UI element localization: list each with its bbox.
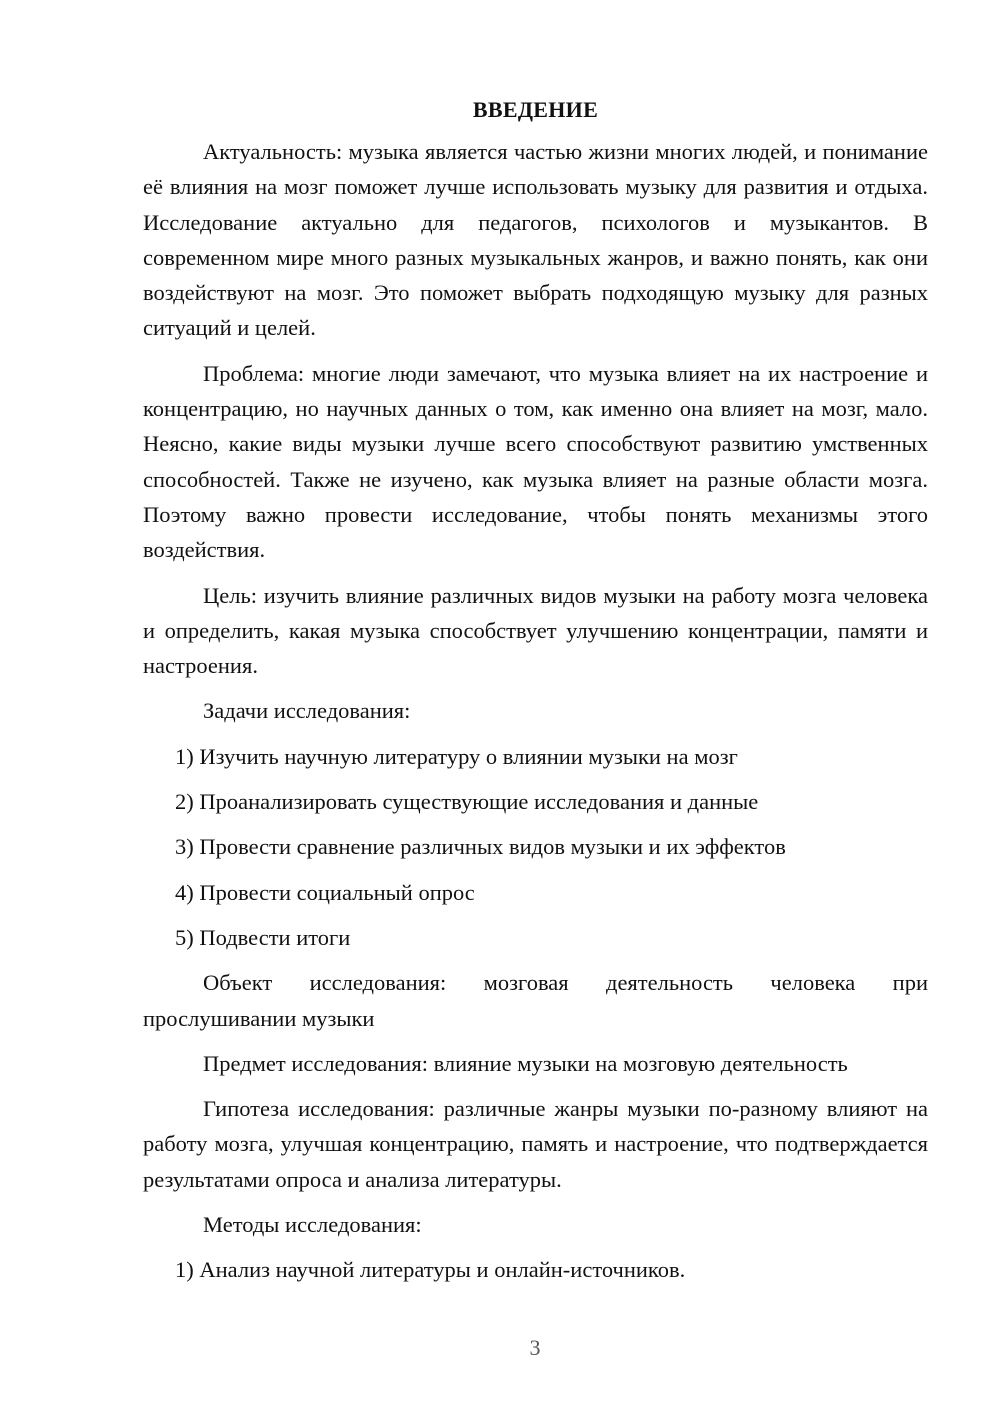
methods-heading: Методы исследования: <box>203 1212 422 1238</box>
relevance-paragraph: Актуальность: музыка является частью жизни многих людей, и понимание её влияния на мозг поможет лучше использовать музыку для развития и отдыха. Исследование актуально для педагогов, психологов и музыкантов. В современном мире много разных музыкальных жанров, и важно понять, как они воздействуют на мозг. Это поможет выбрать подходящую музыку для разных ситуаций и целей. <box>143 139 928 341</box>
task-item-3: 3) Провести сравнение различных видов музыки и их эффектов <box>175 834 786 860</box>
method-item-1: 1) Анализ научной литературы и онлайн-источников. <box>175 1257 686 1283</box>
task-item-2: 2) Проанализировать существующие исследования и данные <box>175 789 759 815</box>
page-content <box>143 92 928 1298</box>
goal-paragraph: Цель: изучить влияние различных видов музыки на работу мозга человека и определить, какая музыка способствует улучшению концентрации, памяти и настроения. <box>143 582 928 679</box>
problem-paragraph: Проблема: многие люди замечают, что музыка влияет на их настроение и концентрацию, но научных данных о том, как именно она влияет на мозг, мало. Неясно, какие виды музыки лучше всего способствуют развитию умственных способностей. Также не изучено, как музыка влияет на разные области мозга. Поэтому важно провести исследование, чтобы понять механизмы этого воздействия. <box>143 360 928 563</box>
section-title: ВВЕДЕНИЕ <box>472 97 599 122</box>
hypothesis-paragraph: Гипотеза исследования: различные жанры музыки по-разному влияют на работу мозга, улучшая концентрацию, память и настроение, что подтверждается результатами опроса и анализа литературы. <box>143 1096 928 1192</box>
task-item-5: 5) Подвести итоги <box>175 924 351 950</box>
task-item-1: 1) Изучить научную литературу о влиянии музыки на мозг <box>175 743 738 769</box>
page-number: 3 <box>529 1335 541 1360</box>
tasks-heading: Задачи исследования: <box>203 698 411 724</box>
subject-paragraph: Предмет исследования: влияние музыки на мозговую деятельность <box>203 1050 848 1076</box>
task-item-4: 4) Провести социальный опрос <box>175 879 475 905</box>
object-paragraph: Объект исследования: мозговая деятельность человека при прослушивании музыки <box>143 970 928 1031</box>
